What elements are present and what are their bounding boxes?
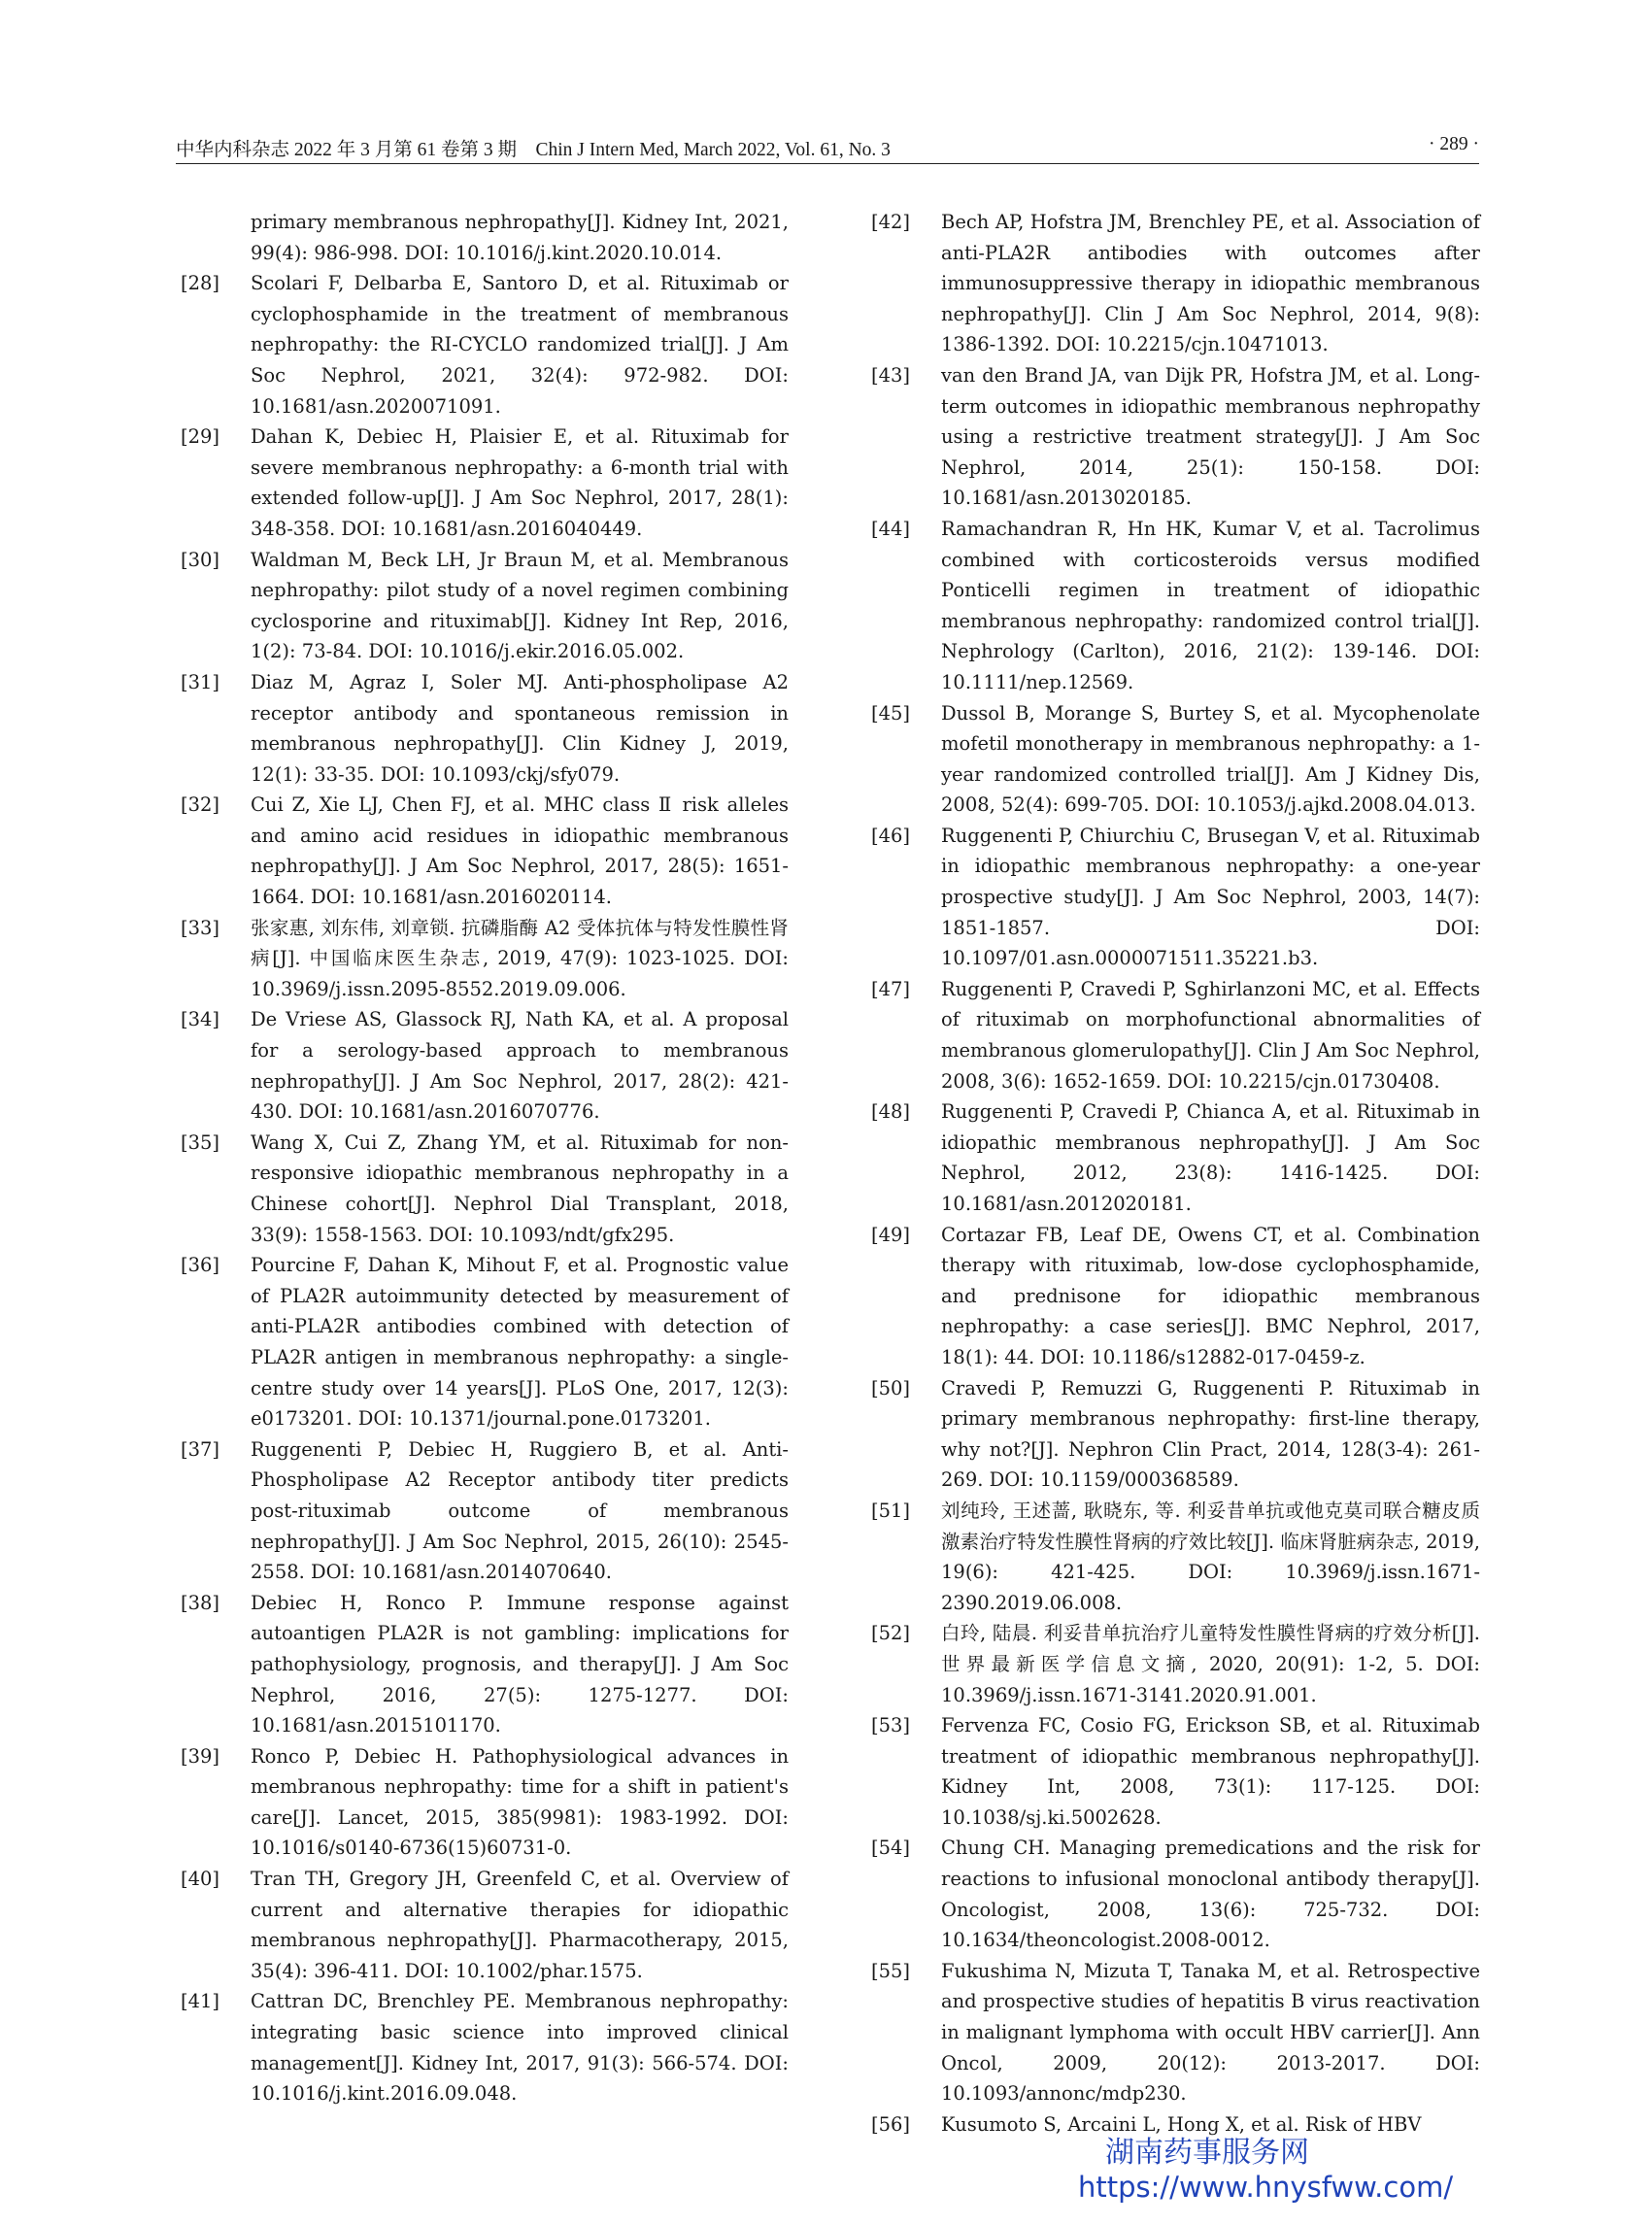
reference-column-right xyxy=(871,207,1480,2140)
reference-text: Dahan K, Debiec H, Plaisier E, et al. Rituximab for severe membranous nephropathy: a 6-month trial with extended follow-up[J]. J Am Soc Nephrol, 2017, 28(1): 348-358. DOI: 10.1681/asn.2016040449. xyxy=(251,425,789,540)
reference-text: Dussol B, Morange S, Burtey S, et al. Mycophenolate mofetil monotherapy in membranous nephropathy: a 1-year randomized controlled trial[J]. Am J Kidney Dis, 2008, 52(4): 699-705. DOI: 10.1053/j.ajkd.2008.04.013. xyxy=(941,701,1480,817)
reference-number: [42] xyxy=(871,211,911,233)
watermark-site-name: 湖南药事服务网 xyxy=(1105,2136,1309,2170)
reference-text: Chung CH. Managing premedications and the risk for reactions to infusional monoclonal antibody therapy[J]. Oncologist, 2008, 13(6): 725-732. DOI: 10.1634/theoncologist.2008-0012. xyxy=(941,1837,1480,1952)
journal-citation: 中华内科杂志 2022 年 3 月第 61 卷第 3 期 Chin J Intern Med, March 2022, Vol. 61, No. 3 xyxy=(176,140,891,160)
reference-text: Debiec H, Ronco P. Immune response against autoantigen PLA2R is not gambling: implications for pathophysiology, prognosis, and therapy[J]. J Am Soc Nephrol, 2016, 27(5): 1275-1277. DOI: 10.1681/asn.2015101170. xyxy=(251,1591,789,1737)
reference-item xyxy=(871,1710,1480,1833)
reference-item xyxy=(871,1220,1480,1373)
reference-item xyxy=(871,360,1480,514)
watermark xyxy=(1078,2137,1486,2205)
reference-text: 刘纯玲, 王述蔷, 耿晓东, 等. 利妥昔单抗或他克莫司联合糖皮质激素治疗特发性膜性肾病的疗效比较[J]. 临床肾脏病杂志, 2019, 19(6): 421-425. DOI: 10.3969/j.issn.1671-2390.2019.06.008. xyxy=(941,1499,1480,1614)
reference-number: [31] xyxy=(181,670,220,693)
reference-item xyxy=(871,1956,1480,2109)
reference-column-left xyxy=(181,207,789,2109)
reference-item xyxy=(181,207,789,268)
reference-text: Cui Z, Xie LJ, Chen FJ, et al. MHC class Ⅱ risk alleles and amino acid residues in idiopathic membranous nephropathy[J]. J Am Soc Nephrol, 2017, 28(5): 1651-1664. DOI: 10.1681/asn.2016020114. xyxy=(251,793,789,909)
reference-item xyxy=(871,207,1480,360)
reference-text: Ruggenenti P, Cravedi P, Chianca A, et al. Rituximab in idiopathic membranous nephropathy[J]. J Am Soc Nephrol, 2012, 23(8): 1416-1425. DOI: 10.1681/asn.2012020181. xyxy=(941,1100,1480,1215)
reference-text: primary membranous nephropathy[J]. Kidney Int, 2021, 99(4): 986-998. DOI: 10.1016/j.kint.2020.10.014. xyxy=(251,211,789,264)
reference-text: van den Brand JA, van Dijk PR, Hofstra JM, et al. Long-term outcomes in idiopathic membranous nephropathy using a restrictive treatment strategy[J]. J Am Soc Nephrol, 2014, 25(1): 150-158. DOI: 10.1681/asn.2013020185. xyxy=(941,363,1480,510)
reference-item xyxy=(181,421,789,544)
reference-number: [38] xyxy=(181,1591,220,1614)
reference-item xyxy=(181,1864,789,1986)
reference-item xyxy=(181,913,789,1005)
reference-item xyxy=(181,1128,789,1250)
reference-text: Wang X, Cui Z, Zhang YM, et al. Rituximab for non-responsive idiopathic membranous nephropathy in a Chinese cohort[J]. Nephrol Dial Transplant, 2018, 33(9): 1558-1563. DOI: 10.1093/ndt/gfx295. xyxy=(251,1130,789,1246)
reference-item xyxy=(181,1741,789,1864)
reference-text: Pourcine F, Dahan K, Mihout F, et al. Prognostic value of PLA2R autoimmunity detected by measurement of anti-PLA2R antibodies combined with detection of PLA2R antigen in membranous nephropathy: a single-centre study over 14 years[J]. PLoS One, 2017, 12(3): e0173201. DOI: 10.1371/journal.pone.0173201. xyxy=(251,1254,789,1431)
reference-text: 白玲, 陆晨. 利妥昔单抗治疗儿童特发性膜性肾病的疗效分析[J]. 世界最新医学信息文摘, 2020, 20(91): 1-2, 5. DOI: 10.3969/j.issn.1671-3141.2020.91.001. xyxy=(941,1622,1480,1706)
reference-text: Ruggenenti P, Cravedi P, Sghirlanzoni MC, et al. Effects of rituximab on morphofunctional abnormalities of membranous glomerulopathy[J]. Clin J Am Soc Nephrol, 2008, 3(6): 1652-1659. DOI: 10.2215/cjn.01730408. xyxy=(941,977,1480,1093)
reference-item xyxy=(871,821,1480,974)
reference-item xyxy=(871,514,1480,698)
reference-number: [34] xyxy=(181,1008,220,1031)
reference-number: [30] xyxy=(181,548,220,571)
reference-item xyxy=(181,1986,789,2108)
reference-item xyxy=(181,667,789,790)
reference-number: [32] xyxy=(181,793,220,817)
reference-item xyxy=(871,1496,1480,1618)
running-header xyxy=(176,134,1479,164)
reference-number: [51] xyxy=(871,1499,911,1522)
reference-text: 张家惠, 刘东伟, 刘章锁. 抗磷脂酶 A2 受体抗体与特发性膜性肾病[J]. 中国临床医生杂志, 2019, 47(9): 1023-1025. DOI: 10.3969/j.issn.2095-8552.2019.09.006. xyxy=(251,916,789,1000)
reference-number: [46] xyxy=(871,824,911,847)
reference-text: Diaz M, Agraz I, Soler MJ. Anti-phospholipase A2 receptor antibody and spontaneous remission in membranous nephropathy[J]. Clin Kidney J, 2019, 12(1): 33-35. DOI: 10.1093/ckj/sfy079. xyxy=(251,670,789,786)
reference-text: Cattran DC, Brenchley PE. Membranous nephropathy: integrating basic science into improved clinical management[J]. Kidney Int, 2017, 91(3): 566-574. DOI: 10.1016/j.kint.2016.09.048. xyxy=(251,1990,789,2106)
reference-text: Scolari F, Delbarba E, Santoro D, et al. Rituximab or cyclophosphamide in the treatment of membranous nephropathy: the RI-CYCLO randomized trial[J]. J Am Soc Nephrol, 2021, 32(4): 972-982. DOI: 10.1681/asn.2020071091. xyxy=(251,272,789,418)
reference-number: [52] xyxy=(871,1622,911,1645)
reference-number: [33] xyxy=(181,916,220,939)
reference-number: [48] xyxy=(871,1100,911,1124)
reference-text: De Vriese AS, Glassock RJ, Nath KA, et al. A proposal for a serology-based approach to membranous nephropathy[J]. J Am Soc Nephrol, 2017, 28(2): 421-430. DOI: 10.1681/asn.2016070776. xyxy=(251,1008,789,1124)
reference-number: [47] xyxy=(871,977,911,1000)
reference-item xyxy=(181,1434,789,1588)
reference-number: [56] xyxy=(871,2112,911,2136)
reference-number: [53] xyxy=(871,1714,911,1737)
reference-number: [49] xyxy=(871,1223,911,1246)
reference-text: Cortazar FB, Leaf DE, Owens CT, et al. Combination therapy with rituximab, low-dose cyclophosphamide, and prednisone for idiopathic membranous nephropathy: a case series[J]. BMC Nephrol, 2017, 18(1): 44. DOI: 10.1186/s12882-017-0459-z. xyxy=(941,1223,1480,1368)
reference-item xyxy=(871,1373,1480,1496)
watermark-url[interactable]: https://www.hnysfww.com/ xyxy=(1078,2171,1454,2204)
reference-text: Fukushima N, Mizuta T, Tanaka M, et al. Retrospective and prospective studies of hepatitis B virus reactivation in malignant lymphoma with occult HBV carrier[J]. Ann Oncol, 2009, 20(12): 2013-2017. DOI: 10.1093/annonc/mdp230. xyxy=(941,1959,1480,2106)
reference-text: Ruggenenti P, Chiurchiu C, Brusegan V, et al. Rituximab in idiopathic membranous nephropathy: a one-year prospective study[J]. J Am Soc Nephrol, 2003, 14(7): 1851-1857. DOI: 10.1097/01.asn.0000071511.35221.b3. xyxy=(941,824,1480,970)
reference-number: [37] xyxy=(181,1437,220,1461)
reference-number: [43] xyxy=(871,363,911,387)
reference-item xyxy=(181,1004,789,1127)
reference-text: Ramachandran R, Hn HK, Kumar V, et al. Tacrolimus combined with corticosteroids versus modified Ponticelli regimen in treatment of idiopathic membranous nephropathy: randomized control trial[J]. Nephrology (Carlton), 2016, 21(2): 139-146. DOI: 10.1111/nep.12569. xyxy=(941,517,1480,693)
reference-number: [29] xyxy=(181,425,220,449)
reference-number: [28] xyxy=(181,272,220,295)
reference-number: [35] xyxy=(181,1130,220,1154)
reference-item xyxy=(871,1096,1480,1219)
reference-text: Bech AP, Hofstra JM, Brenchley PE, et al. Association of anti-PLA2R antibodies with outcomes after immunosuppressive therapy in idiopathic membranous nephropathy[J]. Clin J Am Soc Nephrol, 2014, 9(8): 1386-1392. DOI: 10.2215/cjn.10471013. xyxy=(941,211,1480,356)
reference-number: [36] xyxy=(181,1254,220,1277)
reference-item xyxy=(181,545,789,667)
page-number: · 289 · xyxy=(1429,134,1479,154)
reference-number: [41] xyxy=(181,1990,220,2013)
reference-item xyxy=(871,1618,1480,1710)
reference-number: [44] xyxy=(871,517,911,540)
reference-number: [55] xyxy=(871,1959,911,1982)
reference-item xyxy=(181,268,789,421)
reference-item xyxy=(181,1588,789,1741)
reference-item xyxy=(181,790,789,912)
reference-number: [40] xyxy=(181,1868,220,1891)
reference-item xyxy=(181,1250,789,1434)
reference-item xyxy=(871,1833,1480,1955)
reference-text: Ruggenenti P, Debiec H, Ruggiero B, et al. Anti-Phospholipase A2 Receptor antibody titer predicts post-rituximab outcome of membranous nephropathy[J]. J Am Soc Nephrol, 2015, 26(10): 2545-2558. DOI: 10.1681/asn.2014070640. xyxy=(251,1437,789,1584)
reference-number: [45] xyxy=(871,701,911,725)
reference-text: Ronco P, Debiec H. Pathophysiological advances in membranous nephropathy: time for a shift in patient's care[J]. Lancet, 2015, 385(9981): 1983-1992. DOI: 10.1016/s0140-6736(15)60731-0. xyxy=(251,1744,789,1860)
reference-item xyxy=(871,698,1480,821)
reference-text: Waldman M, Beck LH, Jr Braun M, et al. Membranous nephropathy: pilot study of a novel regimen combining cyclosporine and rituximab[J]. Kidney Int Rep, 2016, 1(2): 73-84. DOI: 10.1016/j.ekir.2016.05.002. xyxy=(251,548,789,663)
reference-item xyxy=(871,974,1480,1096)
reference-number: [39] xyxy=(181,1744,220,1768)
reference-text: Fervenza FC, Cosio FG, Erickson SB, et al. Rituximab treatment of idiopathic membranous nephropathy[J]. Kidney Int, 2008, 73(1): 117-125. DOI: 10.1038/sj.ki.5002628. xyxy=(941,1714,1480,1829)
reference-text: Kusumoto S, Arcaini L, Hong X, et al. Risk of HBV xyxy=(941,2112,1422,2136)
reference-text: Tran TH, Gregory JH, Greenfeld C, et al. Overview of current and alternative therapies for idiopathic membranous nephropathy[J]. Pharmacotherapy, 2015, 35(4): 396-411. DOI: 10.1002/phar.1575. xyxy=(251,1868,789,1982)
reference-text: Cravedi P, Remuzzi G, Ruggenenti P. Rituximab in primary membranous nephropathy: first-line therapy, why not?[J]. Nephron Clin Pract, 2014, 128(3-4): 261-269. DOI: 10.1159/000368589. xyxy=(941,1376,1480,1492)
reference-number: [54] xyxy=(871,1837,911,1860)
reference-number: [50] xyxy=(871,1376,911,1399)
